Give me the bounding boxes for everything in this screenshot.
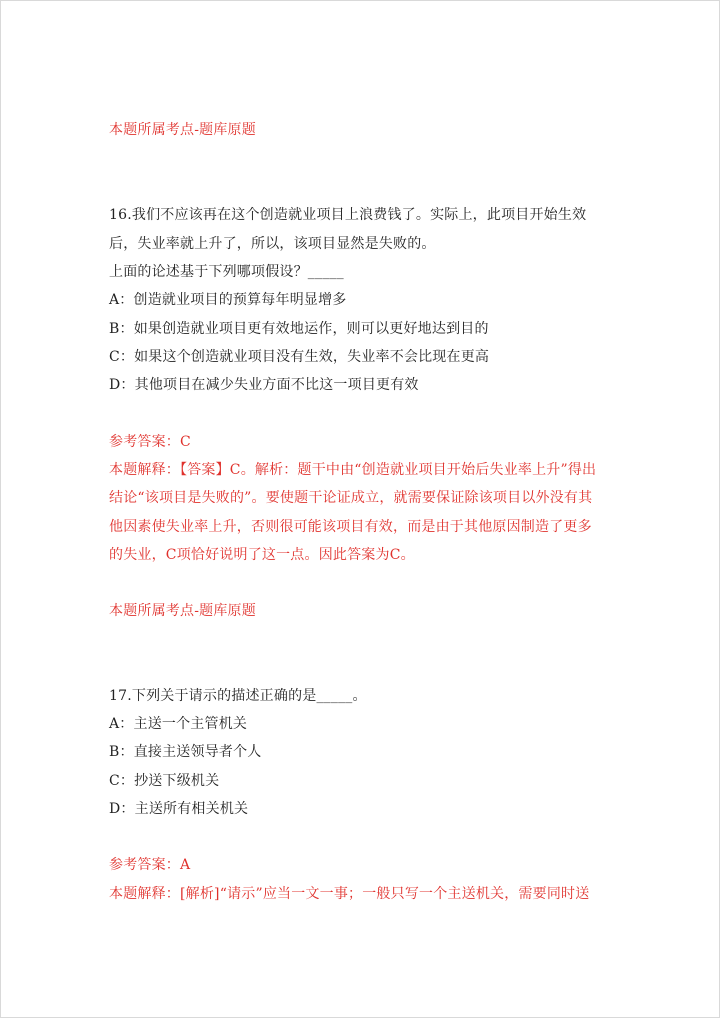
q16-stem-line-1: 16.我们不应该再在这个创造就业项目上浪费钱了。实际上，此项目开始生效 bbox=[109, 207, 587, 223]
q16-option-b: B：如果创造就业项目更有效地运作，则可以更好地达到目的 bbox=[109, 321, 489, 337]
q16-option-d: D：其他项目在减少失业方面不比这一项目更有效 bbox=[109, 377, 419, 393]
q16-stem-line-2: 后，失业率就上升了，所以，该项目显然是失败的。 bbox=[109, 236, 436, 252]
q17-explain-line-1: 本题解释：[解析]“请示”应当一文一事；一般只写一个主送机关，需要同时送 bbox=[109, 886, 590, 902]
q16-explain-line-1: 本题解释：【答案】C。解析：题干中由“创造就业项目开始后失业率上升”得出 bbox=[109, 462, 597, 478]
q16-explain-line-4: 的失业，C项恰好说明了这一点。因此答案为C。 bbox=[109, 547, 415, 563]
q16-explain-line-3: 他因素使失业率上升，否则很可能该项目有效，而是由于其他原因制造了更多 bbox=[109, 519, 592, 535]
q17-stem-line-1: 17.下列关于请示的描述正确的是_____。 bbox=[109, 688, 367, 704]
q17-option-c: C：抄送下级机关 bbox=[109, 773, 220, 789]
q16-option-c: C：如果这个创造就业项目没有生效，失业率不会比现在更高 bbox=[109, 349, 490, 365]
q16-explain-line-2: 结论“该项目是失败的”。要使题干论证成立，就需要保证除该项目以外没有其 bbox=[109, 490, 593, 506]
q17-option-d: D：主送所有相关机关 bbox=[109, 801, 249, 817]
q16-answer: 参考答案：C bbox=[109, 434, 191, 450]
q17-option-a: A：主送一个主管机关 bbox=[109, 716, 248, 732]
source-note-top: 本题所属考点-题库原题 bbox=[109, 122, 256, 138]
q16-source-note: 本题所属考点-题库原题 bbox=[109, 603, 256, 619]
q16-stem-line-3: 上面的论述基于下列哪项假设？_____ bbox=[109, 264, 344, 280]
q17-answer: 参考答案：A bbox=[109, 857, 191, 873]
q16-option-a: A：创造就业项目的预算每年明显增多 bbox=[109, 292, 347, 308]
q17-option-b: B：直接主送领导者个人 bbox=[109, 744, 262, 760]
